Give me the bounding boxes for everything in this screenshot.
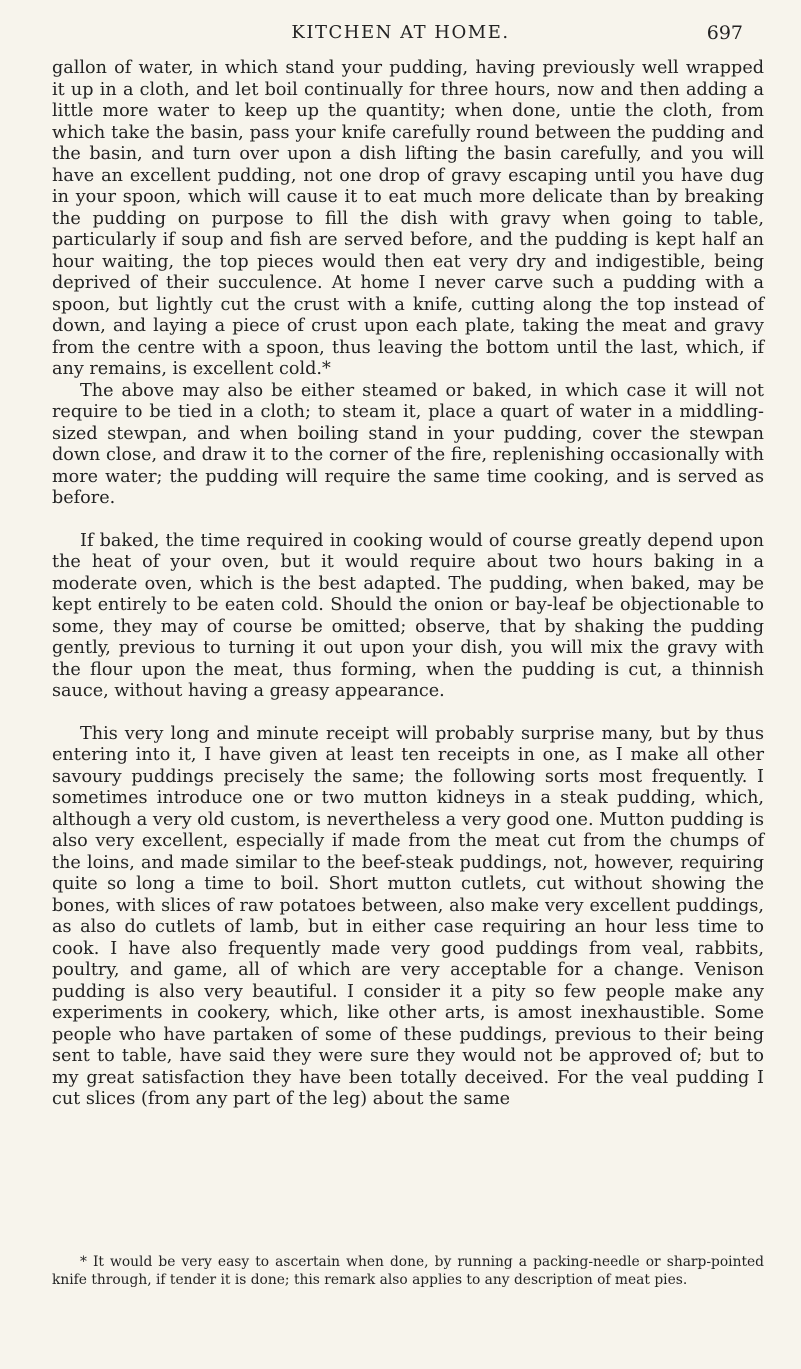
paragraph-continuation: gallon of water, in which stand your pudding, having previously well wrapped it up in a cloth, and let boil continually for three hours, now and then adding a little more water to keep up the quantity; when done, untie the cloth, from which take the basin, pass your knife carefully round between the pudding and the basin, and turn over upon a dish lifting the basin carefully, and you will have an excellent pudding, not one drop of gravy escaping until you have dug in your spoon, which will cause it to eat much more delicate than by breaking the pudding on purpose to fill the dish with gravy when going to table, particularly if soup and fish are served before, and the pudding is kept half an hour waiting, the top pieces would then eat very dry and indigestible, being deprived of their succulence. At home I never carve such a pudding with a spoon, but lightly cut the crust with a knife, cutting along the top instead of down, and laying a piece of crust upon each plate, taking the meat and gravy from the centre with a spoon, thus leaving the bottom until the last, which, if any remains, is excellent cold.* xyxy=(52,58,764,379)
paragraph-if-baked: If baked, the time required in cooking would of course greatly depend upon the heat of your oven, but it would require about two hours baking in a moderate oven, which is the best adapted. The pudding, when baked, may be kept entirely to be eaten cold. Should the onion or bay-leaf be objectionable to some, they may of course be omitted; observe, that by shaking the pudding gently, previous to turning it out upon your dish, you will mix the gravy with the flour upon the meat, thus forming, when the pudding is cut, a thinnish sauce, without having a greasy appearance. xyxy=(52,530,764,701)
page-number: 697 xyxy=(706,22,743,44)
paragraph-savoury-puddings: This very long and minute receipt will probably surprise many, but by thus entering into it, I have given at least ten receipts in one, as I make all other savoury puddings precisely the same; the following sorts most frequently. I sometimes introduce one or two mutton kidneys in a steak pudding, which, although a very old custom, is nevertheless a very good one. Mutton pudding is also very excellent, especially if made from the meat cut from the chumps of the loins, and made similar to the beef-steak puddings, not, however, requiring quite so long a time to boil. Short mutton cutlets, cut without showing the bones, with slices of raw potatoes between, also make very excellent puddings, as also do cutlets of lamb, but in either case requiring an hour less time to cook. I have also frequently made very good puddings from veal, rabbits, poultry, and game, all of which are very acceptable for a change. Venison pudding is also very beautiful. I consider it a pity so few people make any experiments in cookery, which, like other arts, is amost inexhaustible. Some people who have partaken of some of these puddings, previous to their being sent to table, have said they were sure they would not be approved of; but to my great satisfaction they have been totally deceived. For the veal pudding I cut slices (from any part of the leg) about the same xyxy=(52,723,764,1109)
body-text xyxy=(52,58,764,1111)
footnote: * It would be very easy to ascertain when done, by running a packing-needle or sharp-pointed knife through, if tender it is done; this remark also applies to any description of meat pies. xyxy=(52,1254,764,1288)
paragraph-steamed-or-baked: The above may also be either steamed or baked, in which case it will not require to be tied in a cloth; to steam it, place a quart of water in a middling-sized stewpan, and when boiling stand in your pudding, cover the stewpan down close, and draw it to the corner of the fire, replenishing occasionally with more water; the pudding will require the same time cooking, and is served as before. xyxy=(52,380,764,508)
running-head: KITCHEN AT HOME. xyxy=(291,22,510,43)
page-header xyxy=(0,22,801,58)
